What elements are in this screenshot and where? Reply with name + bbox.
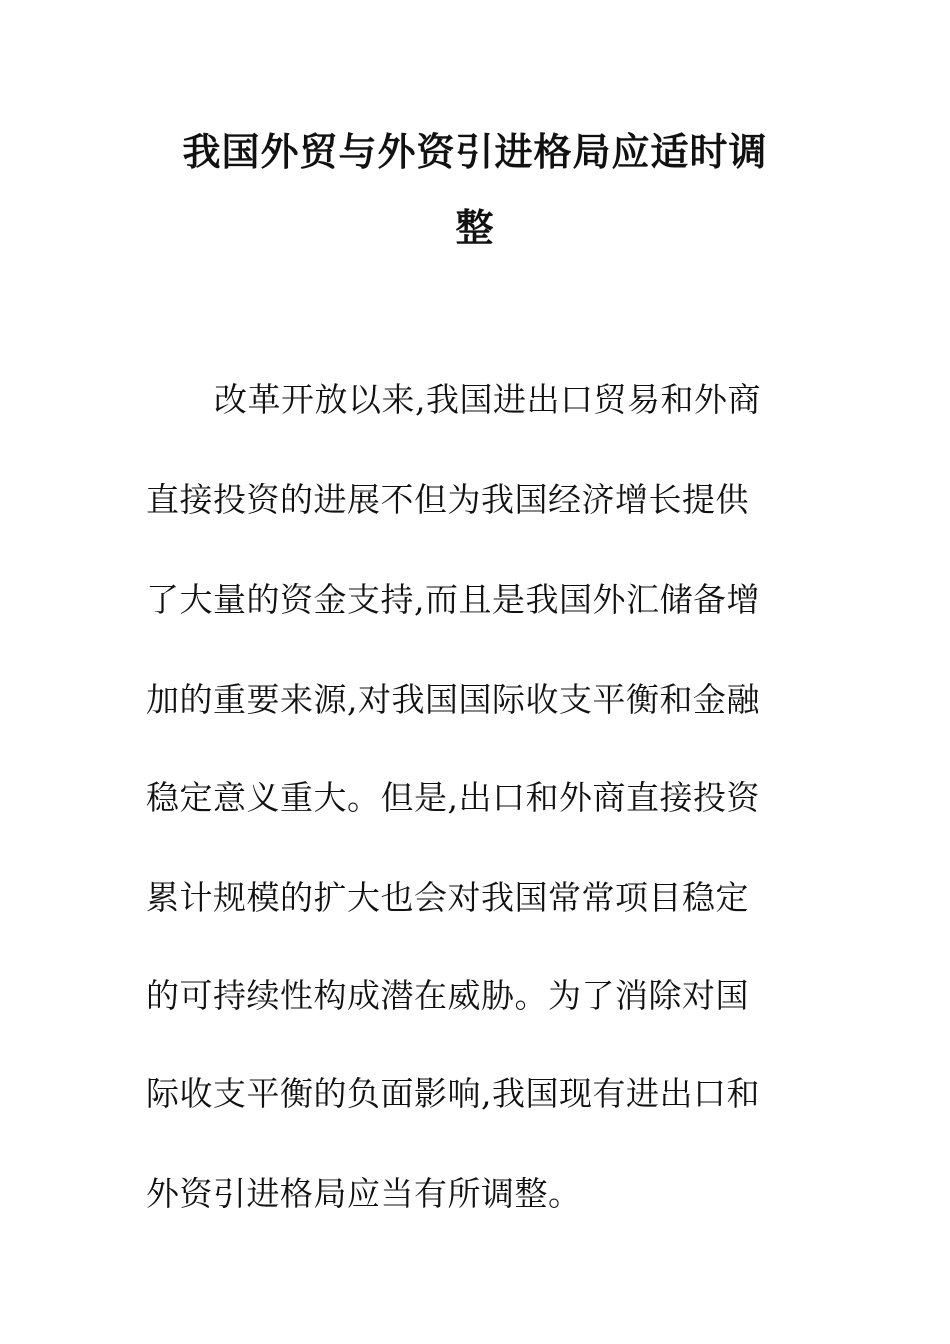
paragraph-line-8: 际收支平衡的负面影响,我国现有进出口和 [146,1074,760,1113]
title-line-1: 我国外贸与外资引进格局应适时调 [182,130,768,174]
title-line-2: 整 [455,206,495,250]
paragraph-line-6: 累计规模的扩大也会对我国常常项目稳定 [146,878,749,917]
paragraph-line-3: 了大量的资金支持,而且是我国外汇储备增 [146,580,760,619]
paragraph-line-2: 直接投资的进展不但为我国经济增长提供 [146,480,749,519]
paragraph-line-9: 外资引进格局应当有所调整。 [146,1174,582,1213]
paragraph-line-5: 稳定意义重大。但是,出口和外商直接投资 [146,778,760,817]
paragraph-line-4: 加的重要来源,对我国国际收支平衡和金融 [146,680,760,719]
paragraph-line-1: 改革开放以来,我国进出口贸易和外商 [214,380,761,419]
paragraph-line-7: 的可持续性构成潜在威胁。为了消除对国 [146,976,749,1015]
